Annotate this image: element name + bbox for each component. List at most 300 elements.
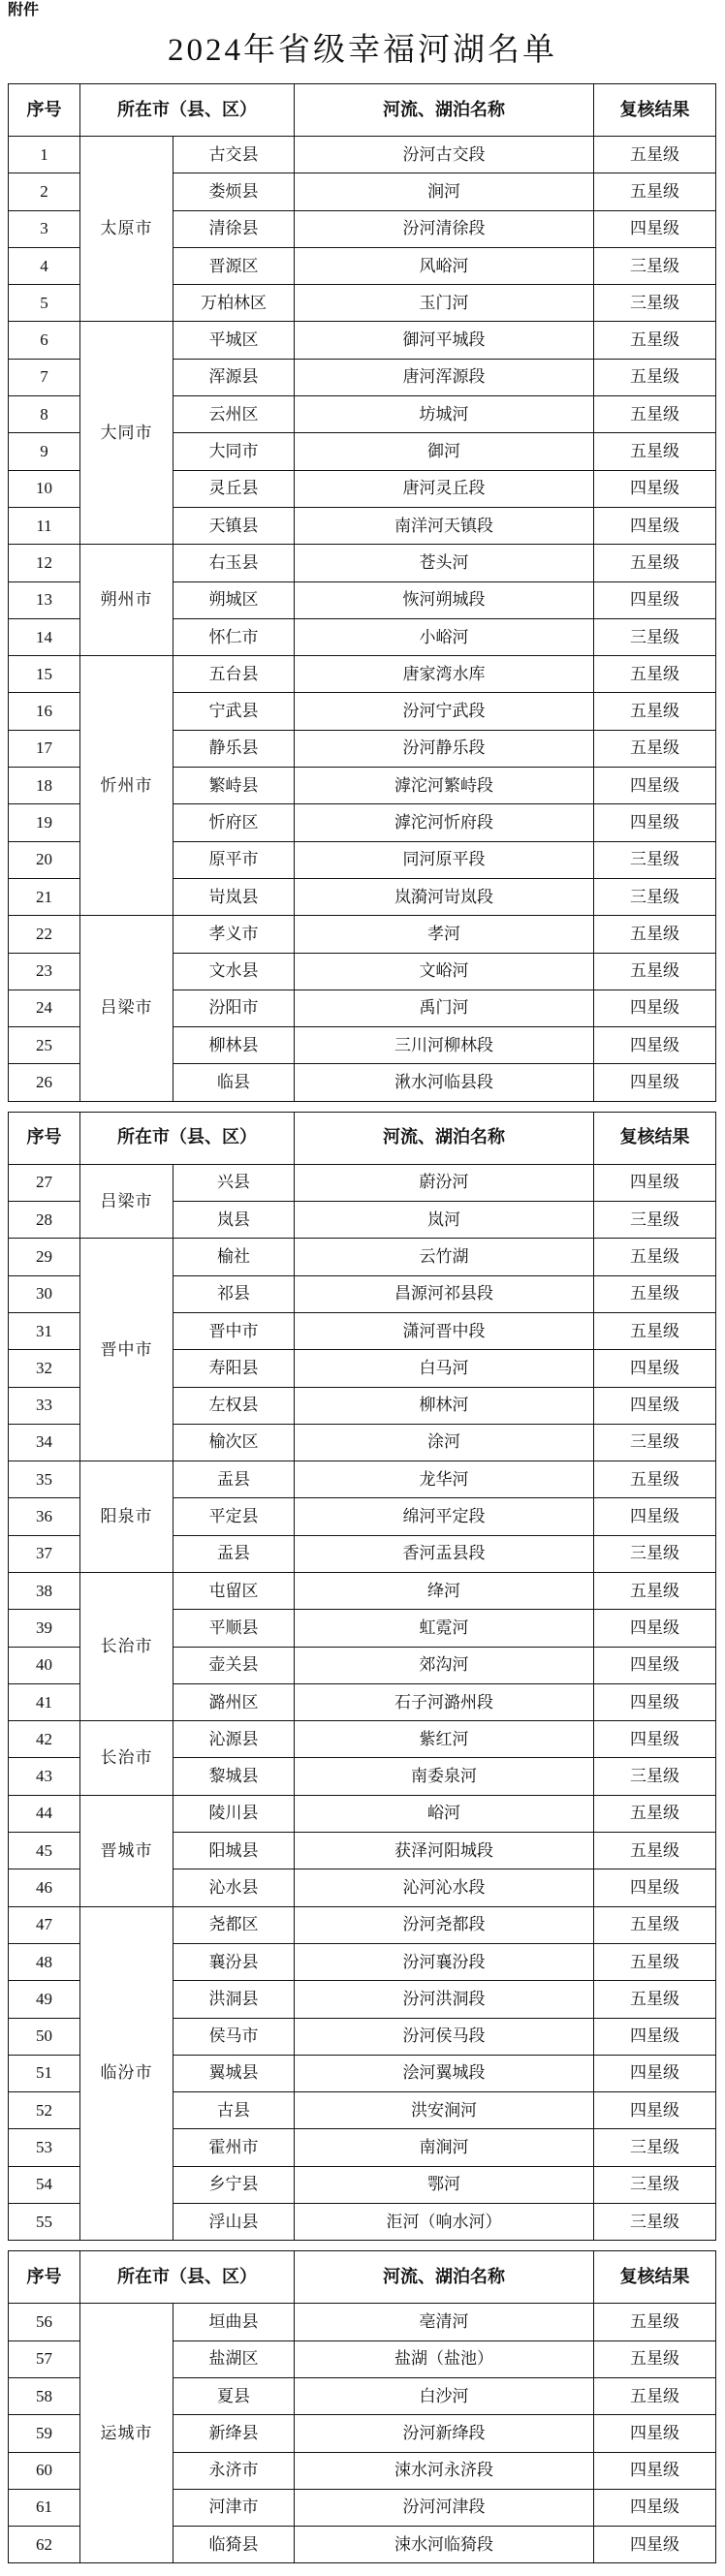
county-cell: 沁源县 bbox=[173, 1721, 295, 1758]
review-result-cell: 五星级 bbox=[594, 1572, 716, 1609]
county-cell: 霍州市 bbox=[173, 2129, 295, 2166]
review-result-cell: 三星级 bbox=[594, 2166, 716, 2203]
table-row bbox=[9, 1906, 716, 1943]
table-body bbox=[9, 2304, 716, 2563]
river-lake-name-cell: 唐河灵丘段 bbox=[295, 470, 594, 507]
river-lake-name-cell: 风峪河 bbox=[295, 247, 594, 284]
row-number-cell: 62 bbox=[9, 2527, 80, 2563]
review-result-cell: 四星级 bbox=[594, 1498, 716, 1535]
table-row bbox=[9, 137, 716, 173]
county-cell: 柳林县 bbox=[173, 1027, 295, 1064]
row-number-cell: 6 bbox=[9, 322, 80, 359]
row-number-cell: 51 bbox=[9, 2055, 80, 2091]
review-result-cell: 五星级 bbox=[594, 1981, 716, 2018]
row-number-cell: 38 bbox=[9, 1572, 80, 1609]
city-cell: 吕梁市 bbox=[80, 916, 173, 1101]
review-result-cell: 五星级 bbox=[594, 2340, 716, 2377]
row-number-cell: 30 bbox=[9, 1275, 80, 1312]
county-cell: 朔城区 bbox=[173, 581, 295, 618]
row-number-cell: 54 bbox=[9, 2166, 80, 2203]
row-number-cell: 48 bbox=[9, 1943, 80, 1980]
row-number-cell: 42 bbox=[9, 1721, 80, 1758]
review-result-cell: 三星级 bbox=[594, 247, 716, 284]
review-result-cell: 三星级 bbox=[594, 1758, 716, 1795]
county-cell: 夏县 bbox=[173, 2377, 295, 2414]
river-lake-name-cell: 坊城河 bbox=[295, 396, 594, 433]
river-lake-name-cell: 柳林河 bbox=[295, 1387, 594, 1424]
river-lake-name-cell: 御河平城段 bbox=[295, 322, 594, 359]
review-result-cell: 四星级 bbox=[594, 1683, 716, 1720]
county-cell: 天镇县 bbox=[173, 507, 295, 544]
review-result-cell: 四星级 bbox=[594, 768, 716, 804]
review-result-cell: 五星级 bbox=[594, 953, 716, 990]
county-cell: 乡宁县 bbox=[173, 2166, 295, 2203]
river-lake-name-cell: 汾河清徐段 bbox=[295, 210, 594, 247]
review-result-cell: 四星级 bbox=[594, 990, 716, 1026]
river-lake-name-cell: 滹沱河忻府段 bbox=[295, 804, 594, 841]
river-lake-name-cell: 同河原平段 bbox=[295, 841, 594, 878]
city-cell: 大同市 bbox=[80, 322, 173, 545]
county-cell: 浮山县 bbox=[173, 2204, 295, 2241]
river-lake-name-cell: 孝河 bbox=[295, 916, 594, 953]
table-body bbox=[9, 1164, 716, 2241]
row-number-cell: 8 bbox=[9, 396, 80, 433]
row-number-cell: 16 bbox=[9, 693, 80, 730]
county-cell: 繁峙县 bbox=[173, 768, 295, 804]
table-header-row bbox=[9, 84, 716, 137]
county-cell: 灵丘县 bbox=[173, 470, 295, 507]
county-cell: 黎城县 bbox=[173, 1758, 295, 1795]
attachment-label: 附件 bbox=[8, 0, 40, 18]
row-number-cell: 46 bbox=[9, 1869, 80, 1906]
review-result-cell: 四星级 bbox=[594, 1350, 716, 1387]
row-number-cell: 32 bbox=[9, 1350, 80, 1387]
city-cell: 长治市 bbox=[80, 1572, 173, 1720]
row-number-cell: 57 bbox=[9, 2340, 80, 2377]
river-lake-name-cell: 滹沱河繁峙段 bbox=[295, 768, 594, 804]
row-number-cell: 47 bbox=[9, 1906, 80, 1943]
county-cell: 静乐县 bbox=[173, 730, 295, 767]
river-lake-name-cell: 石子河潞州段 bbox=[295, 1683, 594, 1720]
row-number-cell: 43 bbox=[9, 1758, 80, 1795]
row-number-cell: 2 bbox=[9, 173, 80, 210]
river-lake-name-cell: 御河 bbox=[295, 433, 594, 470]
river-lake-name-cell: 汾河河津段 bbox=[295, 2489, 594, 2526]
river-lake-name-cell: 湫水河临县段 bbox=[295, 1064, 594, 1101]
city-cell: 忻州市 bbox=[80, 656, 173, 916]
river-lake-name-cell: 汾河襄汾段 bbox=[295, 1943, 594, 1980]
city-cell: 朔州市 bbox=[80, 545, 173, 656]
review-result-cell: 四星级 bbox=[594, 1647, 716, 1683]
river-lake-name-cell: 白沙河 bbox=[295, 2377, 594, 2414]
review-result-cell: 四星级 bbox=[594, 2452, 716, 2489]
county-cell: 盂县 bbox=[173, 1461, 295, 1498]
river-lake-name-cell: 涑水河永济段 bbox=[295, 2452, 594, 2489]
review-result-cell: 四星级 bbox=[594, 507, 716, 544]
county-cell: 五台县 bbox=[173, 656, 295, 693]
river-lake-name-cell: 三川河柳林段 bbox=[295, 1027, 594, 1064]
header-serial-number: 序号 bbox=[9, 2251, 80, 2304]
row-number-cell: 20 bbox=[9, 841, 80, 878]
review-result-cell: 三星级 bbox=[594, 618, 716, 655]
row-number-cell: 11 bbox=[9, 507, 80, 544]
river-lake-name-cell: 唐河浑源段 bbox=[295, 359, 594, 395]
row-number-cell: 1 bbox=[9, 137, 80, 173]
county-cell: 忻府区 bbox=[173, 804, 295, 841]
river-lake-name-cell: 禹门河 bbox=[295, 990, 594, 1026]
review-result-cell: 五星级 bbox=[594, 396, 716, 433]
header-river-lake-name: 河流、湖泊名称 bbox=[295, 1112, 594, 1164]
county-cell: 垣曲县 bbox=[173, 2304, 295, 2340]
river-lake-name-cell: 绛河 bbox=[295, 1572, 594, 1609]
river-lake-name-cell: 白马河 bbox=[295, 1350, 594, 1387]
county-cell: 怀仁市 bbox=[173, 618, 295, 655]
row-number-cell: 10 bbox=[9, 470, 80, 507]
table-row bbox=[9, 1572, 716, 1609]
row-number-cell: 14 bbox=[9, 618, 80, 655]
river-lake-name-cell: 鄂河 bbox=[295, 2166, 594, 2203]
document-title: 2024年省级幸福河湖名单 bbox=[168, 33, 557, 68]
city-cell: 阳泉市 bbox=[80, 1461, 173, 1573]
county-cell: 晋源区 bbox=[173, 247, 295, 284]
river-lake-name-cell: 郊沟河 bbox=[295, 1647, 594, 1683]
review-result-cell: 四星级 bbox=[594, 1064, 716, 1101]
row-number-cell: 15 bbox=[9, 656, 80, 693]
review-result-cell: 三星级 bbox=[594, 2204, 716, 2241]
county-cell: 大同市 bbox=[173, 433, 295, 470]
row-number-cell: 58 bbox=[9, 2377, 80, 2414]
header-review-result: 复核结果 bbox=[594, 1112, 716, 1164]
review-result-cell: 三星级 bbox=[594, 1535, 716, 1572]
county-cell: 榆次区 bbox=[173, 1424, 295, 1461]
county-cell: 盐湖区 bbox=[173, 2340, 295, 2377]
table-row bbox=[9, 1239, 716, 1275]
review-result-cell: 五星级 bbox=[594, 916, 716, 953]
river-lake-name-cell: 南洋河天镇段 bbox=[295, 507, 594, 544]
roster-tables bbox=[8, 83, 715, 2573]
city-cell: 长治市 bbox=[80, 1721, 173, 1796]
city-cell: 吕梁市 bbox=[80, 1164, 173, 1239]
county-cell: 壶关县 bbox=[173, 1647, 295, 1683]
review-result-cell: 五星级 bbox=[594, 1943, 716, 1980]
county-cell: 河津市 bbox=[173, 2489, 295, 2526]
county-cell: 汾阳市 bbox=[173, 990, 295, 1026]
review-result-cell: 五星级 bbox=[594, 137, 716, 173]
county-cell: 孝义市 bbox=[173, 916, 295, 953]
county-cell: 原平市 bbox=[173, 841, 295, 878]
review-result-cell: 五星级 bbox=[594, 1461, 716, 1498]
county-cell: 万柏林区 bbox=[173, 285, 295, 322]
roster-table-part-3 bbox=[8, 2250, 716, 2563]
county-cell: 平城区 bbox=[173, 322, 295, 359]
review-result-cell: 五星级 bbox=[594, 1906, 716, 1943]
table-row bbox=[9, 1721, 716, 1758]
county-cell: 潞州区 bbox=[173, 1683, 295, 1720]
row-number-cell: 33 bbox=[9, 1387, 80, 1424]
table-header bbox=[9, 84, 716, 137]
row-number-cell: 23 bbox=[9, 953, 80, 990]
county-cell: 古县 bbox=[173, 2092, 295, 2129]
county-cell: 娄烦县 bbox=[173, 173, 295, 210]
review-result-cell: 四星级 bbox=[594, 1164, 716, 1201]
county-cell: 古交县 bbox=[173, 137, 295, 173]
river-lake-name-cell: 汾河新绛段 bbox=[295, 2415, 594, 2452]
county-cell: 新绛县 bbox=[173, 2415, 295, 2452]
river-lake-name-cell: 获泽河阳城段 bbox=[295, 1833, 594, 1869]
row-number-cell: 44 bbox=[9, 1795, 80, 1832]
county-cell: 平定县 bbox=[173, 1498, 295, 1535]
review-result-cell: 四星级 bbox=[594, 470, 716, 507]
river-lake-name-cell: 岚漪河岢岚段 bbox=[295, 878, 594, 915]
river-lake-name-cell: 岚河 bbox=[295, 1202, 594, 1239]
header-serial-number: 序号 bbox=[9, 84, 80, 137]
table-header bbox=[9, 2251, 716, 2304]
row-number-cell: 56 bbox=[9, 2304, 80, 2340]
river-lake-name-cell: 潇河晋中段 bbox=[295, 1312, 594, 1349]
review-result-cell: 四星级 bbox=[594, 2415, 716, 2452]
county-cell: 盂县 bbox=[173, 1535, 295, 1572]
row-number-cell: 21 bbox=[9, 878, 80, 915]
header-river-lake-name: 河流、湖泊名称 bbox=[295, 2251, 594, 2304]
row-number-cell: 29 bbox=[9, 1239, 80, 1275]
review-result-cell: 四星级 bbox=[594, 2527, 716, 2563]
review-result-cell: 五星级 bbox=[594, 1239, 716, 1275]
river-lake-name-cell: 涧河 bbox=[295, 173, 594, 210]
county-cell: 云州区 bbox=[173, 396, 295, 433]
header-review-result: 复核结果 bbox=[594, 84, 716, 137]
county-cell: 陵川县 bbox=[173, 1795, 295, 1832]
review-result-cell: 五星级 bbox=[594, 1795, 716, 1832]
row-number-cell: 18 bbox=[9, 768, 80, 804]
row-number-cell: 61 bbox=[9, 2489, 80, 2526]
county-cell: 临县 bbox=[173, 1064, 295, 1101]
county-cell: 清徐县 bbox=[173, 210, 295, 247]
river-lake-name-cell: 恢河朔城段 bbox=[295, 581, 594, 618]
header-serial-number: 序号 bbox=[9, 1112, 80, 1164]
row-number-cell: 37 bbox=[9, 1535, 80, 1572]
header-river-lake-name: 河流、湖泊名称 bbox=[295, 84, 594, 137]
row-number-cell: 40 bbox=[9, 1647, 80, 1683]
review-result-cell: 四星级 bbox=[594, 2489, 716, 2526]
review-result-cell: 五星级 bbox=[594, 693, 716, 730]
table-row bbox=[9, 656, 716, 693]
review-result-cell: 四星级 bbox=[594, 1869, 716, 1906]
river-lake-name-cell: 峪河 bbox=[295, 1795, 594, 1832]
review-result-cell: 三星级 bbox=[594, 2129, 716, 2166]
table-row bbox=[9, 2304, 716, 2340]
row-number-cell: 9 bbox=[9, 433, 80, 470]
county-cell: 右玉县 bbox=[173, 545, 295, 581]
review-result-cell: 三星级 bbox=[594, 841, 716, 878]
river-lake-name-cell: 汾河尧都段 bbox=[295, 1906, 594, 1943]
county-cell: 襄汾县 bbox=[173, 1943, 295, 1980]
river-lake-name-cell: 紫红河 bbox=[295, 1721, 594, 1758]
row-number-cell: 55 bbox=[9, 2204, 80, 2241]
row-number-cell: 28 bbox=[9, 1202, 80, 1239]
county-cell: 临猗县 bbox=[173, 2527, 295, 2563]
row-number-cell: 26 bbox=[9, 1064, 80, 1101]
county-cell: 寿阳县 bbox=[173, 1350, 295, 1387]
review-result-cell: 四星级 bbox=[594, 1027, 716, 1064]
review-result-cell: 三星级 bbox=[594, 285, 716, 322]
row-number-cell: 22 bbox=[9, 916, 80, 953]
review-result-cell: 五星级 bbox=[594, 1312, 716, 1349]
county-cell: 洪洞县 bbox=[173, 1981, 295, 2018]
row-number-cell: 35 bbox=[9, 1461, 80, 1498]
review-result-cell: 五星级 bbox=[594, 433, 716, 470]
table-body bbox=[9, 137, 716, 1102]
review-result-cell: 四星级 bbox=[594, 2092, 716, 2129]
river-lake-name-cell: 玉门河 bbox=[295, 285, 594, 322]
river-lake-name-cell: 南委泉河 bbox=[295, 1758, 594, 1795]
river-lake-name-cell: 亳清河 bbox=[295, 2304, 594, 2340]
review-result-cell: 四星级 bbox=[594, 210, 716, 247]
river-lake-name-cell: 小峪河 bbox=[295, 618, 594, 655]
county-cell: 榆社 bbox=[173, 1239, 295, 1275]
river-lake-name-cell: 浍河翼城段 bbox=[295, 2055, 594, 2091]
table-header-row bbox=[9, 1112, 716, 1164]
river-lake-name-cell: 汾河侯马段 bbox=[295, 2018, 594, 2055]
county-cell: 晋中市 bbox=[173, 1312, 295, 1349]
county-cell: 侯马市 bbox=[173, 2018, 295, 2055]
row-number-cell: 27 bbox=[9, 1164, 80, 1201]
review-result-cell: 四星级 bbox=[594, 1387, 716, 1424]
river-lake-name-cell: 南涧河 bbox=[295, 2129, 594, 2166]
row-number-cell: 36 bbox=[9, 1498, 80, 1535]
review-result-cell: 五星级 bbox=[594, 173, 716, 210]
review-result-cell: 五星级 bbox=[594, 2377, 716, 2414]
river-lake-name-cell: 唐家湾水库 bbox=[295, 656, 594, 693]
river-lake-name-cell: 香河盂县段 bbox=[295, 1535, 594, 1572]
river-lake-name-cell: 文峪河 bbox=[295, 953, 594, 990]
row-number-cell: 24 bbox=[9, 990, 80, 1026]
county-cell: 宁武县 bbox=[173, 693, 295, 730]
roster-table-part-2 bbox=[8, 1112, 716, 2242]
row-number-cell: 34 bbox=[9, 1424, 80, 1461]
review-result-cell: 三星级 bbox=[594, 878, 716, 915]
review-result-cell: 五星级 bbox=[594, 1833, 716, 1869]
table-row bbox=[9, 1795, 716, 1832]
table-row bbox=[9, 545, 716, 581]
review-result-cell: 三星级 bbox=[594, 1424, 716, 1461]
county-cell: 沁水县 bbox=[173, 1869, 295, 1906]
review-result-cell: 五星级 bbox=[594, 730, 716, 767]
river-lake-name-cell: 云竹湖 bbox=[295, 1239, 594, 1275]
roster-table-part-1 bbox=[8, 83, 716, 1102]
review-result-cell: 五星级 bbox=[594, 322, 716, 359]
row-number-cell: 41 bbox=[9, 1683, 80, 1720]
review-result-cell: 五星级 bbox=[594, 1275, 716, 1312]
row-number-cell: 53 bbox=[9, 2129, 80, 2166]
county-cell: 屯留区 bbox=[173, 1572, 295, 1609]
row-number-cell: 19 bbox=[9, 804, 80, 841]
river-lake-name-cell: 汾河洪洞段 bbox=[295, 1981, 594, 2018]
table-row bbox=[9, 916, 716, 953]
river-lake-name-cell: 龙华河 bbox=[295, 1461, 594, 1498]
review-result-cell: 四星级 bbox=[594, 804, 716, 841]
county-cell: 兴县 bbox=[173, 1164, 295, 1201]
review-result-cell: 五星级 bbox=[594, 545, 716, 581]
county-cell: 浑源县 bbox=[173, 359, 295, 395]
row-number-cell: 3 bbox=[9, 210, 80, 247]
row-number-cell: 59 bbox=[9, 2415, 80, 2452]
table-header bbox=[9, 1112, 716, 1164]
river-lake-name-cell: 涑水河临猗段 bbox=[295, 2527, 594, 2563]
row-number-cell: 45 bbox=[9, 1833, 80, 1869]
river-lake-name-cell: 汾河静乐段 bbox=[295, 730, 594, 767]
header-location: 所在市（县、区） bbox=[80, 2251, 295, 2304]
river-lake-name-cell: 蔚汾河 bbox=[295, 1164, 594, 1201]
river-lake-name-cell: 虹霓河 bbox=[295, 1610, 594, 1647]
county-cell: 平顺县 bbox=[173, 1610, 295, 1647]
city-cell: 晋中市 bbox=[80, 1239, 173, 1461]
river-lake-name-cell: 昌源河祁县段 bbox=[295, 1275, 594, 1312]
county-cell: 左权县 bbox=[173, 1387, 295, 1424]
river-lake-name-cell: 汾河古交段 bbox=[295, 137, 594, 173]
county-cell: 翼城县 bbox=[173, 2055, 295, 2091]
review-result-cell: 三星级 bbox=[594, 1202, 716, 1239]
river-lake-name-cell: 洰河（响水河） bbox=[295, 2204, 594, 2241]
row-number-cell: 60 bbox=[9, 2452, 80, 2489]
river-lake-name-cell: 盐湖（盐池） bbox=[295, 2340, 594, 2377]
river-lake-name-cell: 汾河宁武段 bbox=[295, 693, 594, 730]
county-cell: 文水县 bbox=[173, 953, 295, 990]
header-location: 所在市（县、区） bbox=[80, 84, 295, 137]
city-cell: 运城市 bbox=[80, 2304, 173, 2563]
review-result-cell: 五星级 bbox=[594, 656, 716, 693]
city-cell: 太原市 bbox=[80, 137, 173, 322]
table-row bbox=[9, 1164, 716, 1201]
review-result-cell: 四星级 bbox=[594, 1721, 716, 1758]
row-number-cell: 31 bbox=[9, 1312, 80, 1349]
county-cell: 阳城县 bbox=[173, 1833, 295, 1869]
review-result-cell: 四星级 bbox=[594, 2055, 716, 2091]
county-cell: 尧都区 bbox=[173, 1906, 295, 1943]
row-number-cell: 25 bbox=[9, 1027, 80, 1064]
row-number-cell: 39 bbox=[9, 1610, 80, 1647]
row-number-cell: 4 bbox=[9, 247, 80, 284]
review-result-cell: 四星级 bbox=[594, 581, 716, 618]
row-number-cell: 12 bbox=[9, 545, 80, 581]
river-lake-name-cell: 沁河沁水段 bbox=[295, 1869, 594, 1906]
review-result-cell: 五星级 bbox=[594, 2304, 716, 2340]
row-number-cell: 7 bbox=[9, 359, 80, 395]
city-cell: 晋城市 bbox=[80, 1795, 173, 1906]
city-cell: 临汾市 bbox=[80, 1906, 173, 2241]
county-cell: 祁县 bbox=[173, 1275, 295, 1312]
county-cell: 永济市 bbox=[173, 2452, 295, 2489]
table-row bbox=[9, 322, 716, 359]
row-number-cell: 52 bbox=[9, 2092, 80, 2129]
river-lake-name-cell: 涂河 bbox=[295, 1424, 594, 1461]
row-number-cell: 50 bbox=[9, 2018, 80, 2055]
row-number-cell: 49 bbox=[9, 1981, 80, 2018]
row-number-cell: 5 bbox=[9, 285, 80, 322]
review-result-cell: 五星级 bbox=[594, 359, 716, 395]
county-cell: 岚县 bbox=[173, 1202, 295, 1239]
review-result-cell: 四星级 bbox=[594, 1610, 716, 1647]
row-number-cell: 17 bbox=[9, 730, 80, 767]
river-lake-name-cell: 绵河平定段 bbox=[295, 1498, 594, 1535]
river-lake-name-cell: 洪安涧河 bbox=[295, 2092, 594, 2129]
river-lake-name-cell: 苍头河 bbox=[295, 545, 594, 581]
header-review-result: 复核结果 bbox=[594, 2251, 716, 2304]
row-number-cell: 13 bbox=[9, 581, 80, 618]
table-row bbox=[9, 1461, 716, 1498]
county-cell: 岢岚县 bbox=[173, 878, 295, 915]
header-location: 所在市（县、区） bbox=[80, 1112, 295, 1164]
table-header-row bbox=[9, 2251, 716, 2304]
